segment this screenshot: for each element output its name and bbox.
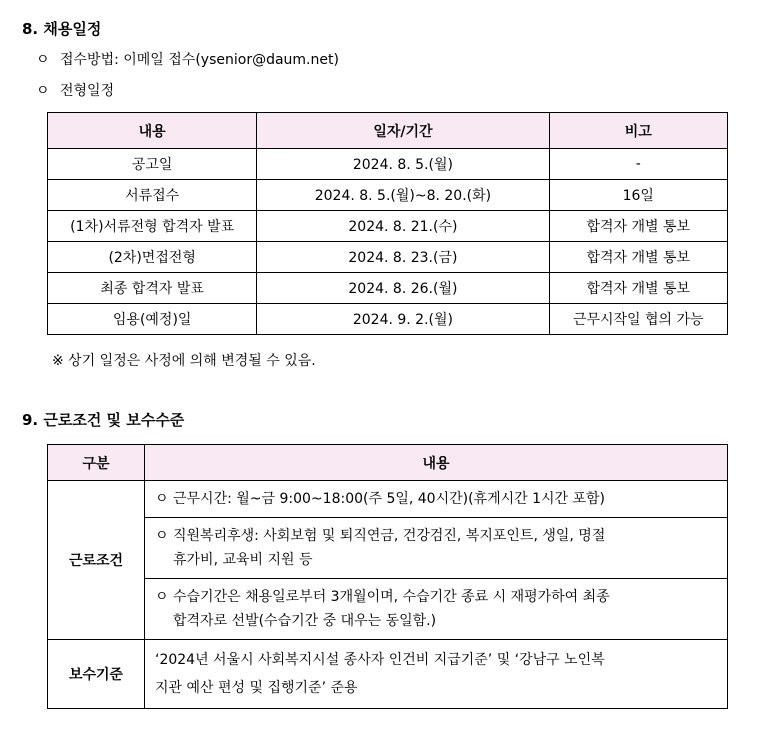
- working-conditions-label: 근로조건: [48, 481, 145, 640]
- table-row: [48, 273, 728, 304]
- bullet-screening-schedule: [36, 80, 114, 100]
- bullet-mark: ㅇ: [155, 528, 169, 544]
- section-9-title: 9. 근로조건 및 보수수준: [22, 411, 185, 429]
- working-conditions-table: [47, 444, 728, 709]
- table-cell: 16일: [549, 180, 727, 211]
- pay-line: ‘2024년 서울시 사회복지시설 종사자 인건비 지급기준’ 및 ‘강남구 노인복: [155, 652, 605, 668]
- header-remarks: 비고: [549, 113, 727, 149]
- bullet-mark: ㅇ: [155, 491, 169, 507]
- section-8-title: 8. 채용일정: [22, 20, 102, 38]
- table-cell: 최종 합격자 발표: [48, 273, 257, 304]
- table-row: [48, 481, 728, 518]
- pay-line: 지관 예산 편성 및 집행기준’ 준용: [155, 680, 358, 696]
- table-row: [48, 211, 728, 242]
- header-date: 일자/기간: [257, 113, 549, 149]
- table-cell: 2024. 9. 2.(월): [257, 304, 549, 335]
- work-item-hours: [145, 481, 728, 518]
- table-row: [48, 640, 728, 709]
- table-cell: 임용(예정)일: [48, 304, 257, 335]
- item-text: 근무시간: 월~금 9:00~18:00(주 5일, 40시간)(휴게시간 1시간 포함): [173, 491, 606, 507]
- table-cell: 근무시작일 협의 가능: [549, 304, 727, 335]
- table-cell: 공고일: [48, 149, 257, 180]
- schedule-table: [47, 112, 728, 335]
- bullet-mark: ㅇ: [36, 52, 50, 68]
- table-cell: 서류접수: [48, 180, 257, 211]
- bullet-mark: ㅇ: [36, 83, 50, 99]
- table-row: [48, 180, 728, 211]
- item-text: 직원복리후생: 사회보험 및 퇴직연금, 건강검진, 복지포인트, 생일, 명절: [173, 528, 606, 544]
- table-cell: (1차)서류전형 합격자 발표: [48, 211, 257, 242]
- bullet-text: 전형일정: [60, 83, 115, 99]
- item-text-continued: 합격자로 선발(수습기간 중 대우는 동일함.): [173, 613, 437, 629]
- header-content: 내용: [48, 113, 257, 149]
- table-cell: 2024. 8. 26.(월): [257, 273, 549, 304]
- work-item-probation: [145, 579, 728, 640]
- table-row: [48, 242, 728, 273]
- bullet-mark: ㅇ: [155, 589, 169, 605]
- table-cell: 2024. 8. 5.(월)~8. 20.(화): [257, 180, 549, 211]
- bullet-application-method: [36, 49, 339, 69]
- table-row: [48, 518, 728, 579]
- table-cell: 합격자 개별 통보: [549, 211, 727, 242]
- table-cell: 2024. 8. 5.(월): [257, 149, 549, 180]
- table-cell: -: [549, 149, 727, 180]
- item-text-continued: 휴가비, 교육비 지원 등: [173, 552, 313, 568]
- header-category: 구분: [48, 445, 145, 481]
- table-row: [48, 149, 728, 180]
- item-text: 수습기간은 채용일로부터 3개월이며, 수습기간 종료 시 재평가하여 최종: [173, 589, 610, 605]
- table-cell: 합격자 개별 통보: [549, 242, 727, 273]
- header-content: 내용: [145, 445, 728, 481]
- table-header-row: [48, 113, 728, 149]
- schedule-note: ※ 상기 일정은 사정에 의해 변경될 수 있음.: [52, 353, 316, 369]
- table-cell: 합격자 개별 통보: [549, 273, 727, 304]
- bullet-text: 접수방법: 이메일 접수(ysenior@daum.net): [60, 52, 339, 68]
- work-item-benefits: [145, 518, 728, 579]
- pay-standard-label: 보수기준: [48, 640, 145, 709]
- table-cell: 2024. 8. 21.(수): [257, 211, 549, 242]
- pay-standard-text: [145, 640, 728, 709]
- table-row: [48, 304, 728, 335]
- table-row: [48, 579, 728, 640]
- table-header-row: [48, 445, 728, 481]
- table-cell: 2024. 8. 23.(금): [257, 242, 549, 273]
- table-cell: (2차)면접전형: [48, 242, 257, 273]
